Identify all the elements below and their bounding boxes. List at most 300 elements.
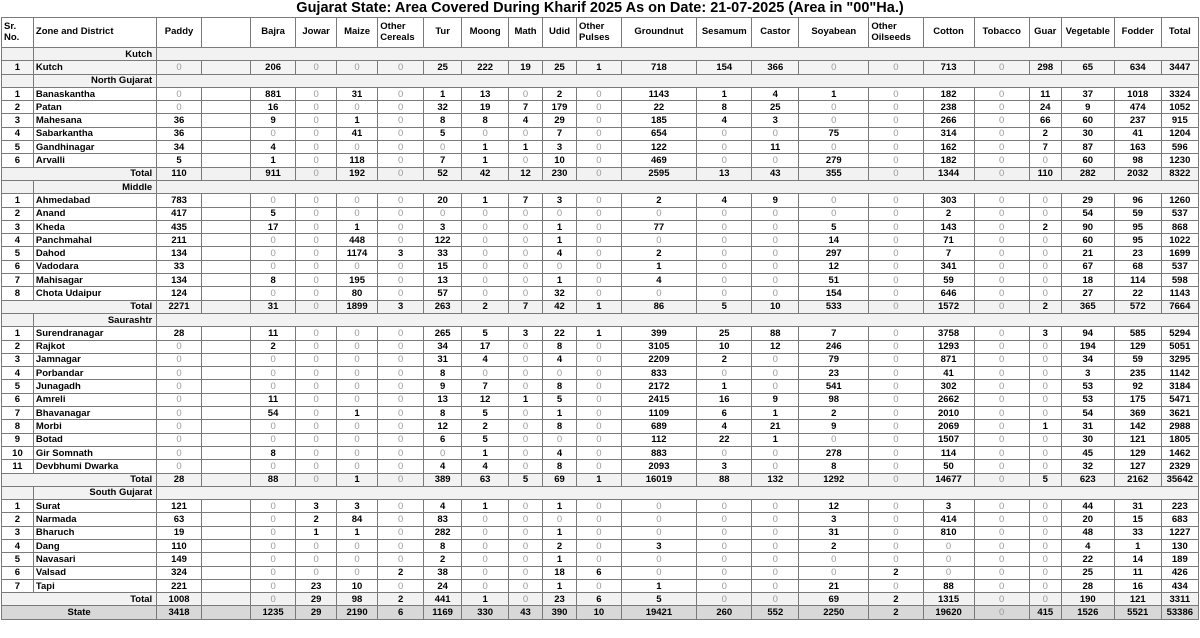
district-row [2,340,1199,353]
cell-value: 0 [378,380,424,393]
district-row [2,260,1199,273]
cell-value: 596 [1161,141,1198,154]
zone-spacer [2,48,34,61]
cell-value: 0 [974,167,1029,180]
cell-value: 12 [509,167,543,180]
column-header: Groundnut [621,18,696,48]
cell-value: 0 [296,154,336,167]
cell-value: 2 [423,553,461,566]
cell-value: 8 [799,460,869,473]
cell-value: 0 [799,141,869,154]
cell-value [201,327,250,340]
district-row [2,579,1199,592]
district-row [2,513,1199,526]
cell-value: 0 [1029,593,1061,606]
cell-value: 11 [752,141,799,154]
cell-value: 278 [799,446,869,459]
cell-value [201,380,250,393]
cell-value: 0 [1029,380,1061,393]
cell-value: 4 [752,87,799,100]
cell-value: 88 [752,327,799,340]
cell-value: 4 [697,194,752,207]
cell-value: 0 [869,473,923,486]
district-row [2,367,1199,380]
cell-value: 0 [697,247,752,260]
cell-value: 149 [157,553,202,566]
cell-value: 31 [423,353,461,366]
cell-value: 399 [621,327,696,340]
zone-spacer [157,74,1199,87]
cell-value: 0 [296,260,336,273]
cell-value: 53 [1061,380,1114,393]
cell-value: 0 [378,287,424,300]
serial-number: 3 [2,526,34,539]
cell-value [201,513,250,526]
column-header: Soyabean [799,18,869,48]
cell-value: 1235 [250,606,296,619]
district-row [2,154,1199,167]
total-label: Total [2,300,157,313]
cell-value: 7664 [1161,300,1198,313]
cell-value: 0 [923,553,974,566]
cell-value: 0 [378,194,424,207]
cell-value: 0 [621,287,696,300]
cell-value: 426 [1161,566,1198,579]
cell-value: 0 [577,167,622,180]
cell-value: 0 [378,234,424,247]
cell-value: 18 [543,566,577,579]
cell-value: 537 [1161,207,1198,220]
cell-value: 0 [577,367,622,380]
cell-value: 0 [752,539,799,552]
report-title: Gujarat State: Area Covered During Kharif 2025 As on Date: 21-07-2025 (Area in "00"Ha.) [296,0,904,16]
cell-value: 1 [336,114,377,127]
cell-value: 3447 [1161,61,1198,74]
cell-value: 0 [869,420,923,433]
district-row [2,500,1199,513]
cell-value: 0 [378,393,424,406]
cell-value: 0 [543,367,577,380]
cell-value: 0 [250,353,296,366]
district-row [2,274,1199,287]
cell-value: 0 [869,141,923,154]
cell-value: 0 [336,340,377,353]
cell-value: 246 [799,340,869,353]
cell-value: 3311 [1161,593,1198,606]
cell-value: 0 [378,154,424,167]
cell-value: 314 [923,127,974,140]
cell-value: 60 [1061,154,1114,167]
cell-value: 41 [336,127,377,140]
cell-value: 1260 [1161,194,1198,207]
cell-value: 0 [157,353,202,366]
serial-number: 11 [2,460,34,473]
zone-name: South Gujarat [33,486,156,499]
cell-value: 0 [296,380,336,393]
cell-value: 0 [157,446,202,459]
cell-value: 2329 [1161,460,1198,473]
cell-value: 469 [621,154,696,167]
cell-value: 5051 [1161,340,1198,353]
cell-value: 182 [923,87,974,100]
cell-value: 1 [336,526,377,539]
cell-value: 23 [543,593,577,606]
cell-value: 572 [1114,300,1161,313]
cell-value: 143 [923,220,974,233]
cell-value: 0 [577,526,622,539]
cell-value: 2 [543,87,577,100]
cell-value [201,287,250,300]
cell-value: 52 [423,167,461,180]
district-name: Surat [33,500,156,513]
cell-value: 5 [1029,473,1061,486]
cell-value: 0 [509,274,543,287]
cell-value: 0 [378,127,424,140]
cell-value: 23 [799,367,869,380]
cell-value: 0 [799,433,869,446]
cell-value: 65 [1061,61,1114,74]
cell-value: 0 [296,87,336,100]
cell-value: 1 [697,87,752,100]
cell-value: 98 [1114,154,1161,167]
cell-value: 60 [1061,114,1114,127]
cell-value: 0 [378,553,424,566]
cell-value: 0 [157,61,202,74]
cell-value: 2172 [621,380,696,393]
zone-spacer [2,74,34,87]
cell-value: 448 [336,234,377,247]
cell-value: 783 [157,194,202,207]
cell-value: 0 [974,340,1029,353]
cell-value: 1227 [1161,526,1198,539]
cell-value: 0 [336,141,377,154]
zone-header-row [2,74,1199,87]
cell-value: 3324 [1161,87,1198,100]
cell-value: 0 [869,247,923,260]
cell-value: 121 [1114,433,1161,446]
cell-value: 0 [462,274,509,287]
cell-value: 0 [869,526,923,539]
cell-value [201,167,250,180]
cell-value: 0 [378,340,424,353]
cell-value: 3418 [157,606,202,619]
cell-value: 0 [697,526,752,539]
cell-value: 223 [1161,500,1198,513]
cell-value: 0 [250,127,296,140]
cell-value: 3 [543,194,577,207]
cell-value: 19 [157,526,202,539]
cell-value: 0 [697,127,752,140]
cell-value: 60 [1061,234,1114,247]
cell-value: 0 [1029,367,1061,380]
cell-value: 16019 [621,473,696,486]
zone-spacer [157,180,1199,193]
cell-value: 2162 [1114,473,1161,486]
cell-value [201,300,250,313]
cell-value: 1022 [1161,234,1198,247]
cell-value: 0 [462,287,509,300]
cell-value: 0 [378,367,424,380]
cell-value: 3 [621,539,696,552]
serial-number: 4 [2,127,34,140]
cell-value: 90 [1061,220,1114,233]
cell-value: 0 [378,220,424,233]
cell-value: 0 [462,367,509,380]
cell-value: 0 [577,234,622,247]
cell-value: 0 [752,127,799,140]
cell-value: 0 [509,340,543,353]
cell-value: 0 [157,420,202,433]
district-name: Junagadh [33,380,156,393]
cell-value: 31 [336,87,377,100]
cell-value: 7 [509,194,543,207]
cell-value: 0 [509,446,543,459]
district-name: Arvalli [33,154,156,167]
cell-value: 0 [336,194,377,207]
cell-value: 0 [752,367,799,380]
cell-value [201,606,250,619]
cell-value: 163 [1114,141,1161,154]
cell-value: 2 [296,513,336,526]
cell-value [201,114,250,127]
cell-value [201,260,250,273]
cell-value: 8 [543,420,577,433]
cell-value: 0 [378,327,424,340]
cell-value: 0 [577,247,622,260]
cell-value: 0 [462,579,509,592]
district-name: Narmada [33,513,156,526]
cell-value: 7 [509,300,543,313]
cell-value: 0 [509,513,543,526]
cell-value: 0 [752,500,799,513]
cell-value: 713 [923,61,974,74]
cell-value: 1 [336,220,377,233]
cell-value: 3 [1061,367,1114,380]
cell-value: 15 [423,260,461,273]
cell-value: 69 [543,473,577,486]
cell-value: 130 [1161,539,1198,552]
cell-value: 0 [577,260,622,273]
column-header: Tur [423,18,461,48]
cell-value: 19 [509,61,543,74]
cell-value: 31 [250,300,296,313]
cell-value: 54 [1061,407,1114,420]
cell-value: 0 [697,220,752,233]
cell-value: 3 [752,114,799,127]
column-header: Sr. No. [2,18,34,48]
district-name: Porbandar [33,367,156,380]
cell-value: 0 [509,407,543,420]
cell-value: 29 [1061,194,1114,207]
cell-value: 0 [577,287,622,300]
cell-value: 0 [250,553,296,566]
cell-value [201,526,250,539]
cell-value: 0 [974,194,1029,207]
cell-value: 1018 [1114,87,1161,100]
cell-value: 122 [423,234,461,247]
cell-value: 0 [752,234,799,247]
district-row [2,420,1199,433]
column-header: Jowar [296,18,336,48]
district-row [2,207,1199,220]
cell-value: 0 [752,579,799,592]
cell-value: 31 [1061,420,1114,433]
serial-number: 9 [2,433,34,446]
cell-value: 0 [1029,353,1061,366]
cell-value: 6 [423,433,461,446]
cell-value: 38 [423,566,461,579]
cell-value: 0 [1029,500,1061,513]
column-header: Other Oilseeds [869,18,923,48]
column-header: Other Cereals [378,18,424,48]
cell-value: 5 [621,593,696,606]
cell-value: 1 [462,593,509,606]
cell-value: 13 [423,274,461,287]
cell-value: 634 [1114,61,1161,74]
cell-value: 23 [1114,247,1161,260]
cell-value: 0 [336,420,377,433]
cell-value: 2 [378,593,424,606]
cell-value: 12 [462,393,509,406]
total-label: Total [2,167,157,180]
cell-value: 9 [1061,101,1114,114]
serial-number: 3 [2,114,34,127]
cell-value: 0 [799,553,869,566]
cell-value: 10 [752,300,799,313]
district-row [2,353,1199,366]
cell-value: 541 [799,380,869,393]
cell-value: 7 [509,101,543,114]
cell-value: 16 [250,101,296,114]
cell-value: 1 [621,260,696,273]
cell-value: 2093 [621,460,696,473]
serial-number: 8 [2,420,34,433]
cell-value: 6 [577,593,622,606]
cell-value: 134 [157,274,202,287]
cell-value: 9 [423,380,461,393]
cell-value: 222 [462,61,509,74]
cell-value: 80 [336,287,377,300]
cell-value: 390 [543,606,577,619]
cell-value: 0 [869,539,923,552]
cell-value: 95 [1114,220,1161,233]
cell-value [201,407,250,420]
cell-value: 0 [462,553,509,566]
cell-value: 303 [923,194,974,207]
cell-value: 0 [752,274,799,287]
cell-value: 122 [621,141,696,154]
column-header: Guar [1029,18,1061,48]
cell-value [201,340,250,353]
zone-header-row [2,486,1199,499]
cell-value: 0 [250,234,296,247]
cell-value: 63 [462,473,509,486]
cell-value: 435 [157,220,202,233]
cell-value: 94 [1061,327,1114,340]
cell-value: 4 [697,114,752,127]
cell-value: 0 [1029,513,1061,526]
cell-value: 1 [577,327,622,340]
zone-spacer [157,48,1199,61]
cell-value: 10 [577,606,622,619]
cell-value: 0 [378,513,424,526]
cell-value: 0 [869,234,923,247]
district-name: Ahmedabad [33,194,156,207]
cell-value: 0 [974,513,1029,526]
state-label: State [2,606,157,619]
cell-value: 17 [462,340,509,353]
cell-value: 0 [378,526,424,539]
cell-value: 0 [509,247,543,260]
cell-value: 1 [1114,539,1161,552]
cell-value: 4 [423,460,461,473]
serial-number: 1 [2,87,34,100]
cell-value: 192 [336,167,377,180]
cell-value: 57 [423,287,461,300]
cell-value: 5 [462,327,509,340]
cell-value: 4 [250,141,296,154]
cell-value: 0 [296,127,336,140]
cell-value: 0 [869,353,923,366]
cell-value: 0 [336,260,377,273]
cell-value: 25 [423,61,461,74]
cell-value: 1 [697,380,752,393]
serial-number: 8 [2,287,34,300]
cell-value [201,141,250,154]
cell-value: 441 [423,593,461,606]
zone-header-row [2,180,1199,193]
cell-value: 6 [577,566,622,579]
cell-value [201,473,250,486]
cell-value: 0 [869,460,923,473]
cell-value: 0 [697,500,752,513]
cell-value: 114 [923,446,974,459]
cell-value: 0 [974,234,1029,247]
cell-value: 0 [509,380,543,393]
cell-value: 21 [752,420,799,433]
column-header: Fodder [1114,18,1161,48]
district-name: Vadodara [33,260,156,273]
state-total-row [2,606,1199,619]
cell-value: 7 [462,380,509,393]
district-row [2,141,1199,154]
district-row [2,526,1199,539]
cell-value: 27 [1061,287,1114,300]
cell-value: 22 [697,433,752,446]
cell-value: 98 [799,393,869,406]
cell-value: 96 [1114,194,1161,207]
cell-value: 330 [462,606,509,619]
cell-value: 4 [543,446,577,459]
cell-value: 537 [1161,260,1198,273]
cell-value: 0 [869,433,923,446]
cell-value: 33 [1114,526,1161,539]
cell-value: 79 [799,353,869,366]
cell-value: 0 [509,539,543,552]
cell-value: 4 [697,420,752,433]
cell-value: 2 [799,407,869,420]
serial-number: 6 [2,154,34,167]
cell-value: 0 [752,460,799,473]
cell-value [201,220,250,233]
cell-value: 19 [462,101,509,114]
cell-value: 206 [250,61,296,74]
cell-value: 1230 [1161,154,1198,167]
cell-value: 0 [974,593,1029,606]
cell-value: 13 [423,393,461,406]
district-name: Dang [33,539,156,552]
cell-value: 12 [799,500,869,513]
